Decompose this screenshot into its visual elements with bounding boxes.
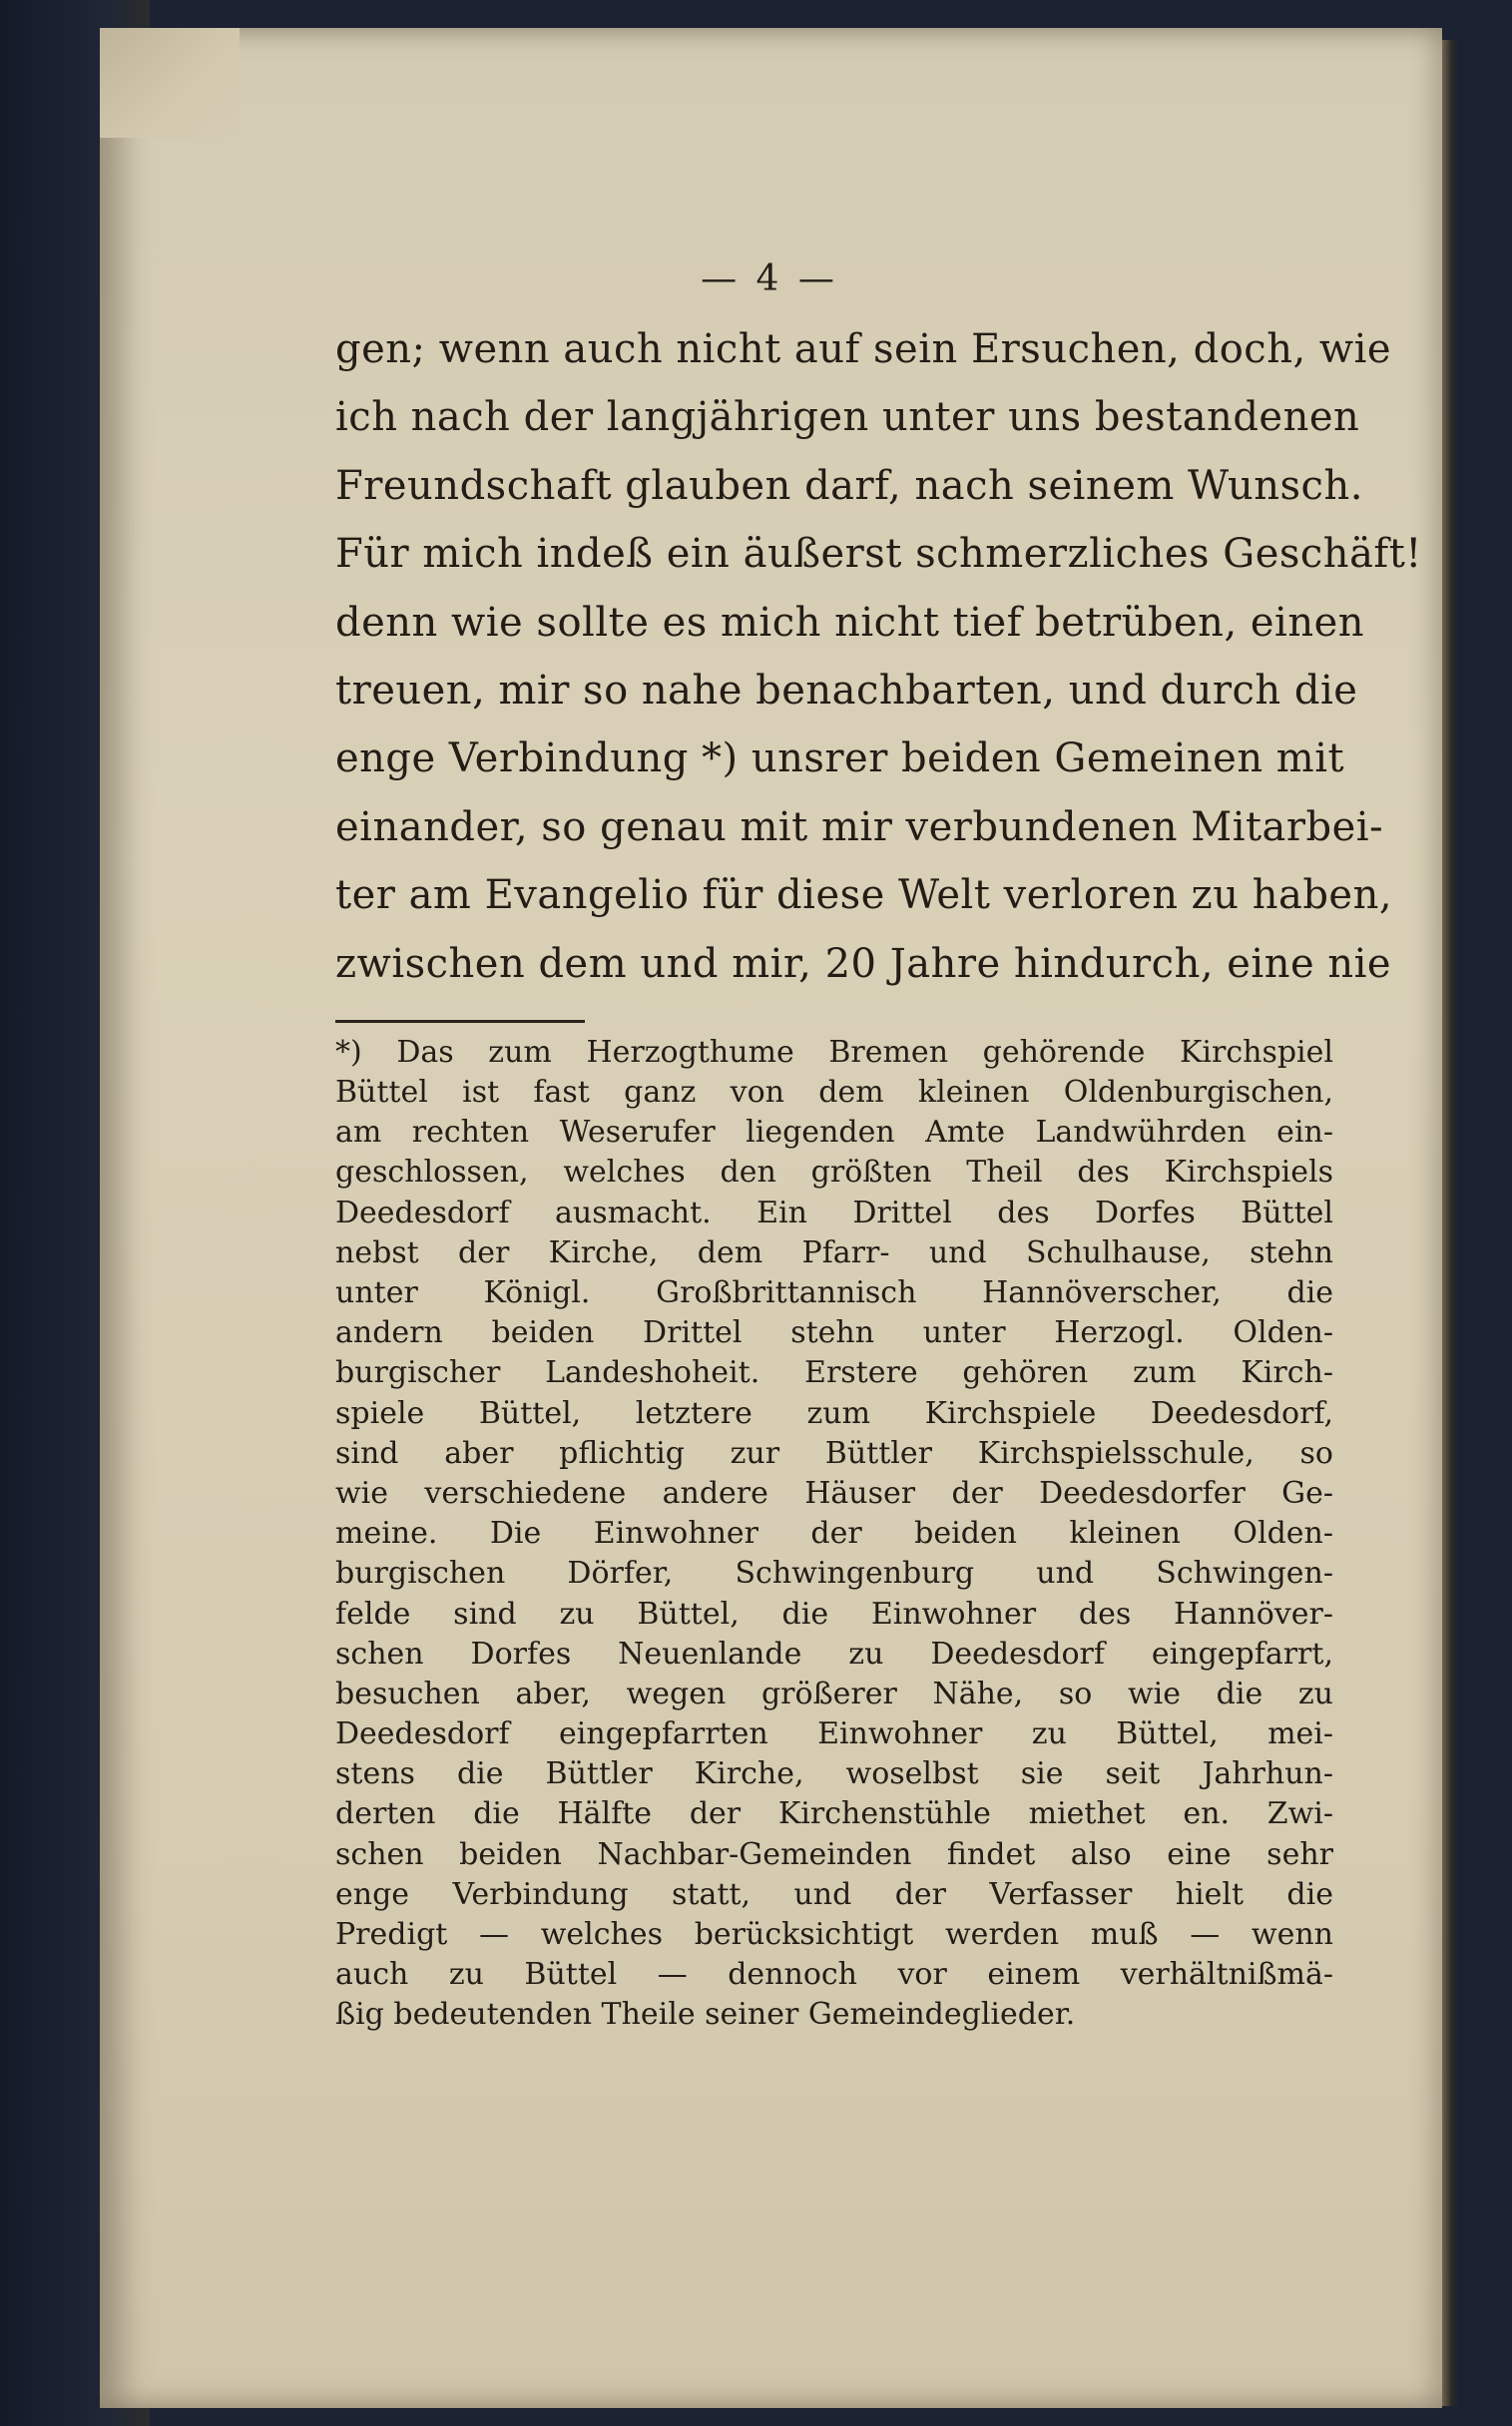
footnote-line: derten die Hälfte der Kirchenstühle miethet en. Zwi-	[335, 1796, 1333, 1832]
text-line: einander, so genau mit mir verbundenen Mitarbei-	[335, 803, 1384, 850]
text-line: Für mich indeß ein äußerst schmerzliches Geschäft!	[335, 531, 1422, 578]
background-strip	[1458, 0, 1512, 2426]
text-line: gen; wenn auch nicht auf sein Ersuchen, doch, wie	[335, 326, 1392, 372]
footnote-line: enge Verbindung statt, und der Verfasser hielt die	[335, 1876, 1333, 1912]
footnote-line: *) Das zum Herzogthume Bremen gehörende Kirchspiel	[335, 1034, 1333, 1070]
page-number: — 4 —	[701, 258, 838, 299]
footnote-divider	[335, 1020, 585, 1023]
page-edge	[1442, 40, 1458, 2406]
footnote-line: am rechten Weserufer liegenden Amte Landwührden ein-	[335, 1115, 1333, 1151]
text-line: treuen, mir so nahe benachbarten, und durch die	[335, 667, 1358, 714]
footnote-line: felde sind zu Büttel, die Einwohner des Hannöver-	[335, 1596, 1333, 1632]
footnote-line: auch zu Büttel — dennoch vor einem verhältnißmä-	[335, 1957, 1333, 1993]
footnote-line: burgischer Landeshoheit. Erstere gehören zum Kirch-	[335, 1355, 1333, 1391]
footnote-line: sind aber pflichtig zur Büttler Kirchspielsschule, so	[335, 1435, 1333, 1471]
text-line: ich nach der langjährigen unter uns bestandenen	[335, 394, 1360, 441]
footnote-line: Predigt — welches berücksichtigt werden muß — wenn	[335, 1917, 1333, 1953]
footnote-line: unter Königl. Großbrittannisch Hannöverscher, die	[335, 1275, 1333, 1311]
footnote-line: Deedesdorf eingepfarrten Einwohner zu Büttel, mei-	[335, 1716, 1333, 1752]
footnote-line: geschlossen, welches den größten Theil des Kirchspiels	[335, 1155, 1333, 1191]
text-line: zwischen dem und mir, 20 Jahre hindurch, eine nie	[335, 940, 1392, 987]
footnote-line: nebst der Kirche, dem Pfarr- und Schulhause, stehn	[335, 1234, 1333, 1270]
footnote-line: wie verschiedene andere Häuser der Deedesdorfer Ge-	[335, 1475, 1333, 1511]
main-text	[335, 315, 1422, 998]
page-text	[335, 249, 1422, 2036]
footnote-line: schen Dorfes Neuenlande zu Deedesdorf eingepfarrt,	[335, 1636, 1333, 1672]
footnote-line: Deedesdorf ausmacht. Ein Drittel des Dorfes Büttel	[335, 1195, 1333, 1230]
footnote-line: besuchen aber, wegen größerer Nähe, so wie die zu	[335, 1676, 1333, 1711]
footnote-line: Büttel ist fast ganz von dem kleinen Oldenburgischen,	[335, 1075, 1333, 1111]
footnote-line: burgischen Dörfer, Schwingenburg und Schwingen-	[335, 1556, 1333, 1592]
footnote-line: stens die Büttler Kirche, woselbst sie seit Jahrhun-	[335, 1756, 1333, 1792]
text-line: denn wie sollte es mich nicht tief betrüben, einen	[335, 599, 1365, 646]
footnote-line: andern beiden Drittel stehn unter Herzogl. Olden-	[335, 1315, 1333, 1351]
footnote-line: schen beiden Nachbar-Gemeinden findet also eine sehr	[335, 1836, 1333, 1872]
text-line: Freundschaft glauben darf, nach seinem Wunsch.	[335, 462, 1363, 509]
footnote-line: meine. Die Einwohner der beiden kleinen Olden-	[335, 1516, 1333, 1552]
text-line: ter am Evangelio für diese Welt verloren zu haben,	[335, 872, 1393, 919]
footnote-line: spiele Büttel, letztere zum Kirchspiele Deedesdorf,	[335, 1395, 1333, 1431]
footnote	[335, 1033, 1333, 2036]
footnote-line: ßig bedeutenden Theile seiner Gemeindeglieder.	[335, 1997, 1076, 2033]
text-line: enge Verbindung *) unsrer beiden Gemeinen mit	[335, 735, 1345, 782]
folded-corner	[100, 28, 240, 138]
